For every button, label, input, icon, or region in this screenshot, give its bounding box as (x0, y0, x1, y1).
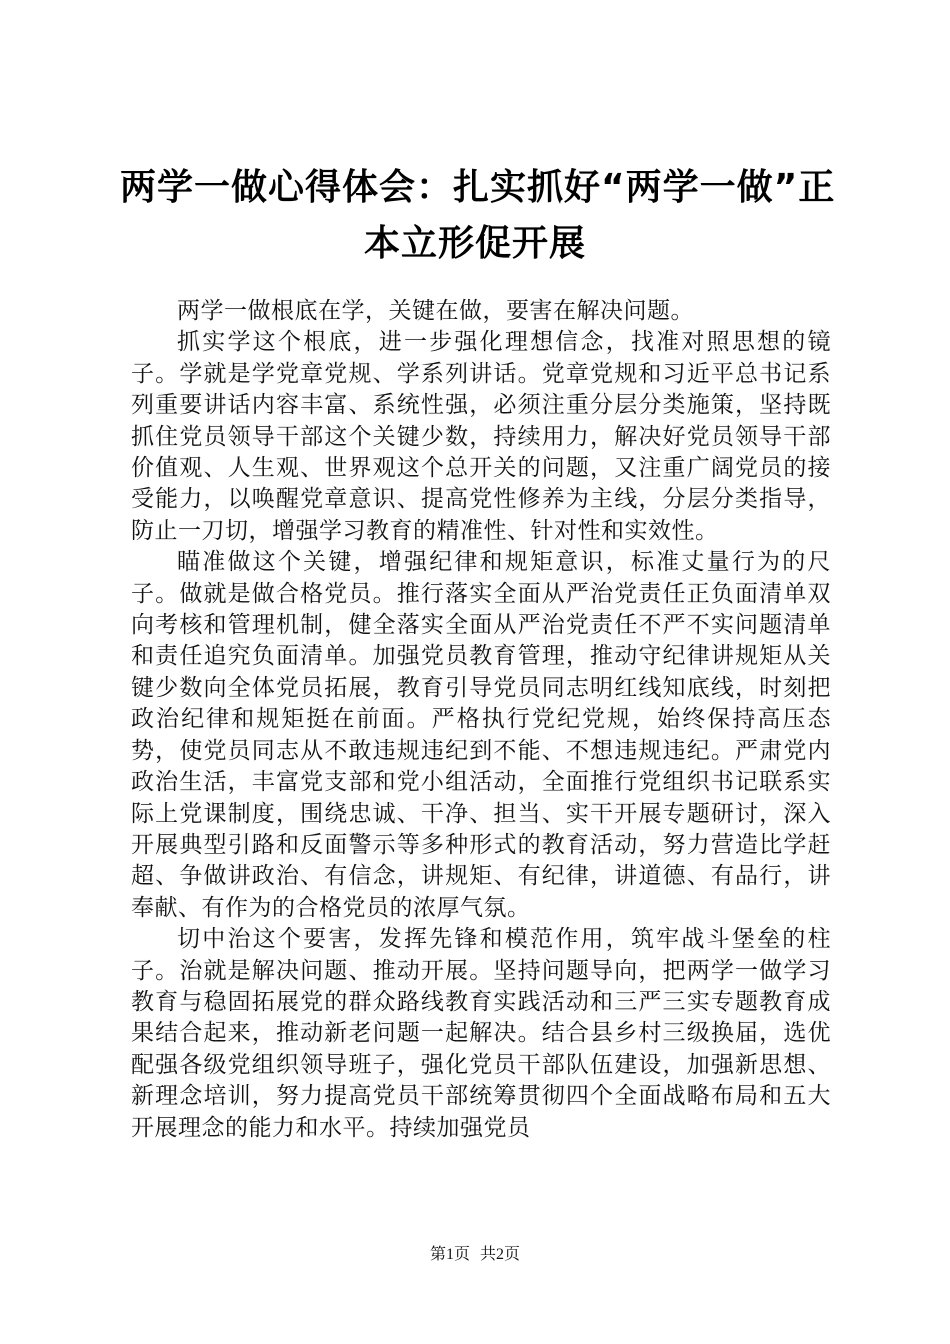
page-number: 第1页 (429, 1246, 470, 1263)
document-title (120, 160, 836, 272)
paragraph-intro: 两学一做根底在学，关键在做，要害在解决问题。 (177, 298, 694, 324)
document-body (131, 296, 831, 1144)
paragraph-study: 抓实学这个根底，进一步强化理想信念，找准对照思想的镜子。学就是学党章党规、学系列讲话。党章党规和习近平总书记系列重要讲话内容丰富、系统性强，必须注重分层分类施策，坚持既抓住党员领导干部这个关键少数，持续用力，解决好党员领导干部价值观、人生观、世界观这个总开关的问题，又注重广阔党员的接受能力，以唤醒党章意识、提高党性修养为主线，分层分类指导，防止一刀切，增强学习教育的精准性、针对性和实效性。 (131, 329, 831, 544)
page-footer (0, 1244, 950, 1266)
page-total: 共2页 (480, 1246, 521, 1263)
paragraph-do: 瞄准做这个关键，增强纪律和规矩意识，标准丈量行为的尺子。做就是做合格党员。推行落实全面从严治党责任正负面清单双向考核和管理机制，健全落实全面从严治党责任不严不实问题清单和责任追究负面清单。加强党员教育管理，推动守纪律讲规矩从关键少数向全体党员拓展，教育引导党员同志明红线知底线，时刻把政治纪律和规矩挺在前面。严格执行党纪党规，始终保持高压态势，使党员同志从不敢违规违纪到不能、不想违规违纪。严肃党内政治生活，丰富党支部和党小组活动，全面推行党组织书记联系实际上党课制度，围绕忠诚、干净、担当、实干开展专题研讨，深入开展典型引路和反面警示等多种形式的教育活动，努力营造比学赶超、争做讲政治、有信念，讲规矩、有纪律，讲道德、有品行，讲奉献、有作为的合格党员的浓厚气氛。 (131, 549, 831, 921)
paragraph-govern: 切中治这个要害，发挥先锋和模范作用，筑牢战斗堡垒的柱子。治就是解决问题、推动开展。坚持问题导向，把两学一做学习教育与稳固拓展党的群众路线教育实践活动和三严三实专题教育成果结合起来，推动新老问题一起解决。结合县乡村三级换届，选优配强各级党组织领导班子，强化党员干部队伍建设，加强新思想、新理念培训，努力提高党员干部统筹贯彻四个全面战略布局和五大开展理念的能力和水平。持续加强党员 (131, 926, 831, 1141)
document-title-line-2: 本立形促开展 (363, 223, 586, 264)
document-title-line-1: 两学一做心得体会：扎实抓好“两学一做”正 (120, 167, 836, 208)
